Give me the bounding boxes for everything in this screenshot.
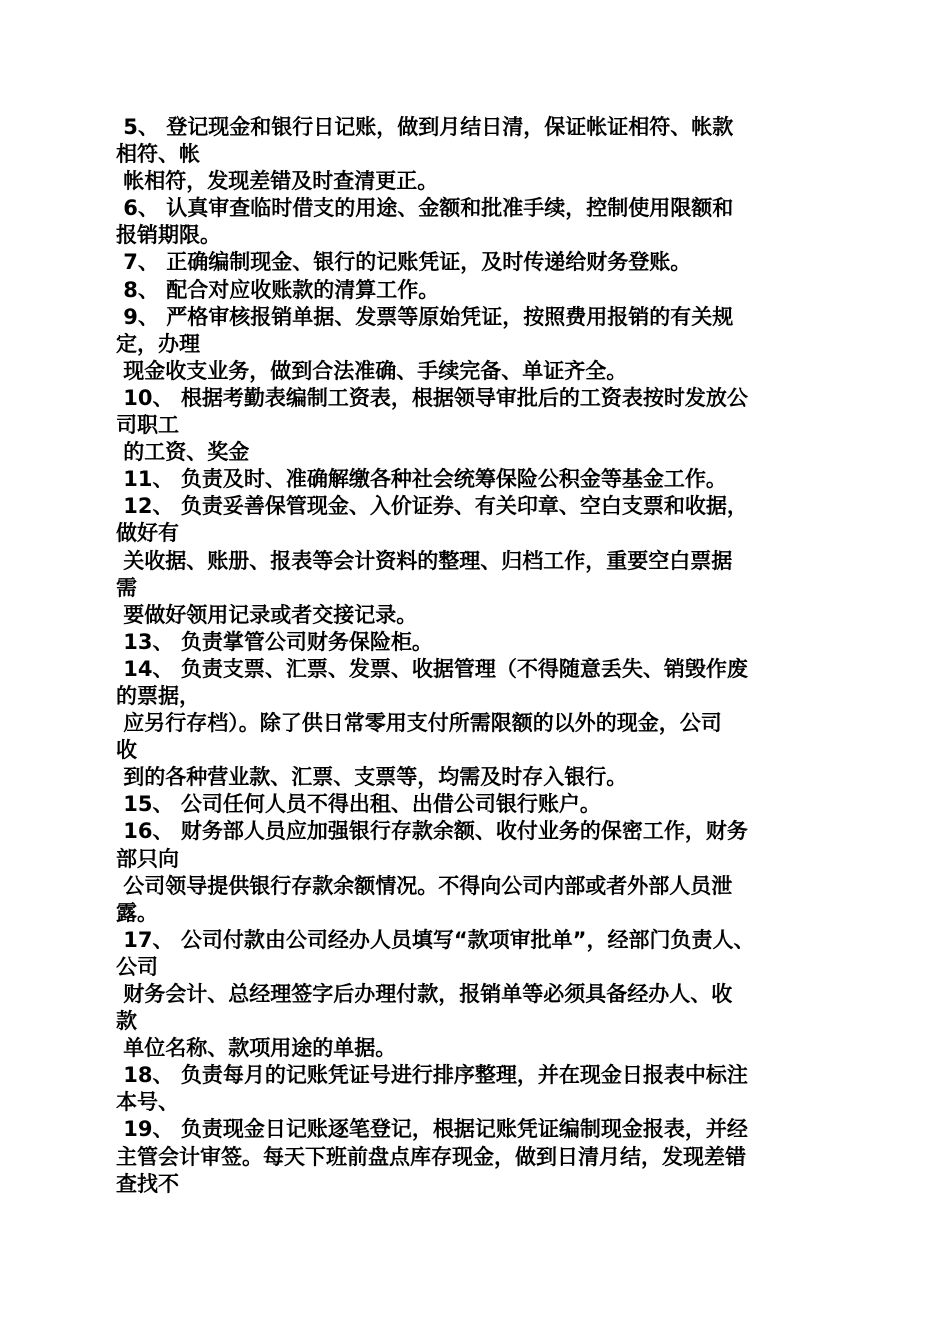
document-body xyxy=(116,114,846,1198)
text-line-32: 公司 xyxy=(116,954,158,979)
text-line-7: 8、 配合对应收账款的清算工作。 xyxy=(116,277,440,302)
text-line-17: 关收据、账册、报表等会计资料的整理、归档工作，重要空白票据 xyxy=(116,548,733,573)
text-line-21: 14、 负责支票、汇票、发票、收据管理（不得随意丢失、销毁作废 xyxy=(116,656,748,681)
text-line-11: 10、 根据考勤表编制工资表，根据领导审批后的工资表按时发放公 xyxy=(116,385,748,410)
text-line-31: 17、 公司付款由公司经办人员填写“款项审批单”，经部门负责人、 xyxy=(116,927,755,952)
text-line-10: 现金收支业务，做到合法准确、手续完备、单证齐全。 xyxy=(116,358,628,383)
text-line-13: 的工资、奖金 xyxy=(116,440,250,465)
text-line-5: 报销期限。 xyxy=(116,223,221,248)
text-line-18: 需 xyxy=(116,575,137,600)
text-line-25: 到的各种营业款、汇票、支票等，均需及时存入银行。 xyxy=(116,765,628,790)
text-line-19: 要做好领用记录或者交接记录。 xyxy=(116,602,418,627)
text-line-29: 公司领导提供银行存款余额情况。不得向公司内部或者外部人员泄 xyxy=(116,873,733,898)
text-line-1: 5、 登记现金和银行日记账，做到月结日清，保证帐证相符、帐款 xyxy=(116,115,734,139)
text-line-20: 13、 负责掌管公司财务保险柜。 xyxy=(116,629,433,654)
text-line-23: 应另行存档）。除了供日常零用支付所需限额的以外的现金，公司 xyxy=(116,711,722,736)
text-line-2: 相符、帐 xyxy=(116,142,200,167)
text-line-24: 收 xyxy=(116,738,137,763)
text-line-3: 帐相符，发现差错及时查清更正。 xyxy=(116,169,439,194)
text-line-12: 司职工 xyxy=(116,413,179,438)
text-line-40: 查找不 xyxy=(116,1171,179,1196)
text-line-8: 9、 严格审核报销单据、发票等原始凭证，按照费用报销的有关规 xyxy=(116,304,734,329)
text-line-26: 15、 公司任何人员不得出租、出借公司银行账户。 xyxy=(116,792,601,817)
text-line-30: 露。 xyxy=(116,900,158,925)
text-line-28: 部只向 xyxy=(116,846,179,871)
text-line-4: 6、 认真审查临时借支的用途、金额和批准手续，控制使用限额和 xyxy=(116,196,734,221)
text-line-39: 主管会计审签。每天下班前盘点库存现金，做到日清月结，发现差错 xyxy=(116,1144,746,1169)
text-line-22: 的票据， xyxy=(116,683,200,708)
text-line-36: 18、 负责每月的记账凭证号进行排序整理，并在现金日报表中标注 xyxy=(116,1063,748,1088)
text-line-9: 定，办理 xyxy=(116,331,200,356)
text-line-6: 7、 正确编制现金、银行的记账凭证，及时传递给财务登账。 xyxy=(116,250,692,275)
text-line-16: 做好有 xyxy=(116,521,179,546)
text-line-33: 财务会计、总经理签字后办理付款，报销单等必须具备经办人、收 xyxy=(116,982,733,1006)
text-line-35: 单位名称、款项用途的单据。 xyxy=(116,1036,397,1061)
text-line-37: 本号、 xyxy=(116,1090,179,1115)
text-line-15: 12、 负责妥善保管现金、入价证券、有关印章、空白支票和收据， xyxy=(116,494,748,519)
text-line-34: 款 xyxy=(116,1009,137,1034)
text-line-38: 19、 负责现金日记账逐笔登记，根据记账凭证编制现金报表，并经 xyxy=(116,1117,748,1142)
text-line-27: 16、 财务部人员应加强银行存款余额、收付业务的保密工作，财务 xyxy=(116,819,748,844)
text-line-14: 11、 负责及时、准确解缴各种社会统筹保险公积金等基金工作。 xyxy=(116,467,727,492)
